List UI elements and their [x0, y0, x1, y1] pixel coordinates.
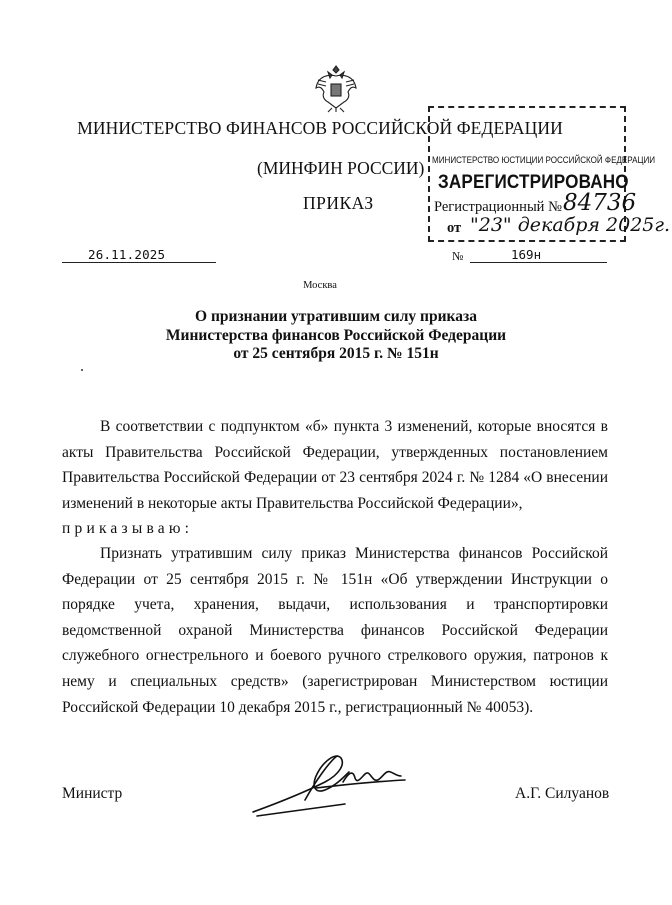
document-title [0, 308, 672, 364]
paragraph-2: Признать утратившим силу приказ Министерства финансов Российской Федерации от 25 сентября 2015 г. № 151н «Об утверждении Инструкции о порядке учета, хранения, выдачи, использования и транспортировки ведомственной охраной Министерства финансов Российской Федерации служебного огнестрельного и боевого ручного стрелкового оружия, патронов к нему и специальных средств» (зарегистрирован Министерством юстиции Российской Федерации 10 декабря 2015 г., регистрационный № 40053). [62, 545, 608, 716]
signer-name: А.Г. Силуанов [515, 785, 610, 802]
title-line-1: О признании утратившим силу приказа [195, 308, 477, 325]
prikazyvayu: приказываю: [62, 520, 194, 538]
paragraph-1 [62, 414, 608, 542]
order-number-label: № [452, 249, 464, 263]
document-type: ПРИКАЗ [303, 193, 374, 213]
stamp-date-value: "23" декабря 2025г. [470, 214, 671, 236]
handwritten-signature [245, 742, 415, 822]
title-line-3: от 25 сентября 2015 г. № 151н [233, 345, 439, 362]
title-line-2: Министерства финансов Российской Федерации [165, 326, 507, 344]
stamp-date-label: от [447, 220, 462, 236]
date-underline [62, 262, 216, 263]
paragraph-1-text: В соответствии с подпунктом «б» пункта 3 изменений, которые вносятся в акты Правительства Российской Федерации, утвержденных постановлением Правительства Российской Федерации от 23 сентября 2024 г. № 1284 «О внесении изменений в некоторые акты Правительства Российской Федерации», [62, 418, 608, 512]
coat-of-arms-icon [312, 62, 360, 114]
ministry-short-name: (МИНФИН РОССИИ) [257, 158, 425, 178]
scan-speck [81, 369, 83, 371]
order-date: 26.11.2025 [88, 247, 166, 262]
city: Москва [303, 280, 337, 291]
number-underline [470, 262, 607, 263]
ministry-name: МИНИСТЕРСТВО ФИНАНСОВ РОССИЙСКОЙ ФЕДЕРАЦИИ [77, 118, 563, 138]
stamp-reg-number: 84736 [563, 190, 637, 216]
order-number: 169н [511, 247, 542, 262]
stamp-status: ЗАРЕГИСТРИРОВАНО [438, 172, 629, 193]
signer-position: Министр [62, 785, 123, 802]
stamp-reg-label: Регистрационный № [434, 199, 562, 215]
stamp-authority: МИНИСТЕРСТВО ЮСТИЦИИ РОССИЙСКОЙ ФЕДЕРАЦИИ [432, 154, 656, 165]
